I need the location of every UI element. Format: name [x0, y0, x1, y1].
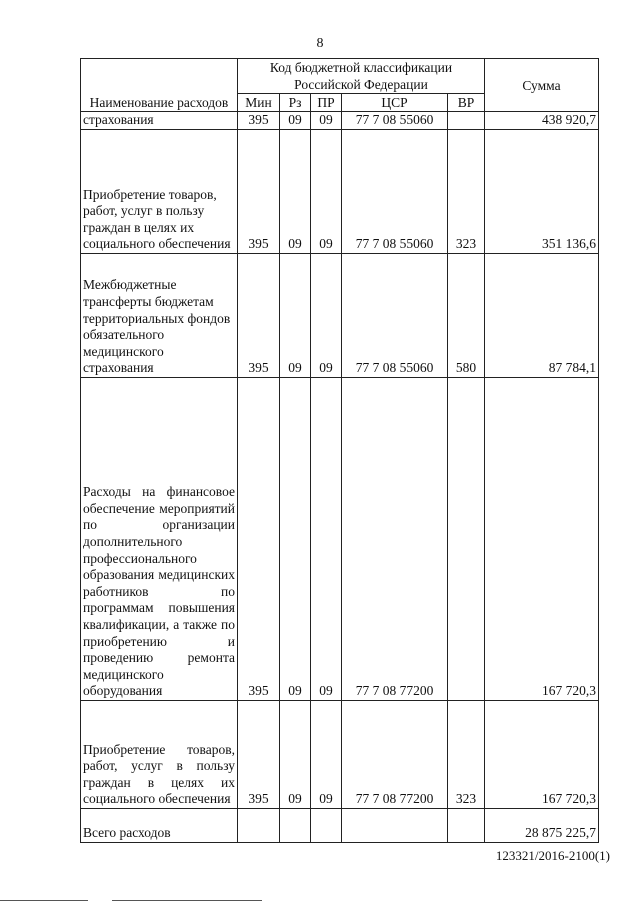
row-rz: 09: [280, 112, 311, 130]
row-rz: 09: [280, 378, 311, 701]
table-row: [81, 378, 599, 701]
table-row: [81, 701, 599, 809]
header-min: Мин: [238, 94, 280, 112]
row-csr: 77 7 08 55060: [342, 130, 448, 254]
header-pr: ПР: [311, 94, 342, 112]
row-name: Приобретение товаров, работ, услуг в пользу граждан в целях их социального обеспечения: [81, 701, 238, 809]
document-number: 123321/2016-2100(1): [495, 848, 610, 863]
total-min: [238, 809, 280, 843]
row-sum: 87 784,1: [485, 254, 599, 378]
row-min: 395: [238, 378, 280, 701]
header-vr: ВР: [448, 94, 485, 112]
row-name: Межбюджетные трансферты бюджетам территориальных фондов обязательного медицинского страхования: [81, 254, 238, 378]
row-csr: 77 7 08 77200: [342, 701, 448, 809]
row-rz: 09: [280, 130, 311, 254]
scan-artifact-line: [0, 900, 88, 901]
row-rz: 09: [280, 254, 311, 378]
row-vr: 323: [448, 130, 485, 254]
total-label: Всего расходов: [81, 809, 238, 843]
row-vr: [448, 112, 485, 130]
total-sum: 28 875 225,7: [485, 809, 599, 843]
total-vr: [448, 809, 485, 843]
row-pr: 09: [311, 130, 342, 254]
header-code-group: Код бюджетной классификации Российской Федерации: [238, 59, 485, 94]
row-pr: 09: [311, 112, 342, 130]
row-vr: 580: [448, 254, 485, 378]
header-name: Наименование расходов: [81, 59, 238, 112]
header-row-top: [81, 59, 599, 94]
header-sum: Сумма: [485, 59, 599, 112]
row-sum: 438 920,7: [485, 112, 599, 130]
budget-table: [80, 58, 599, 843]
table-row: [81, 254, 599, 378]
row-sum: 167 720,3: [485, 378, 599, 701]
row-csr: 77 7 08 77200: [342, 378, 448, 701]
row-min: 395: [238, 130, 280, 254]
row-vr: [448, 378, 485, 701]
row-csr: 77 7 08 55060: [342, 112, 448, 130]
table-row: [81, 130, 599, 254]
row-name: Приобретение товаров, работ, услуг в пользу граждан в целях их социального обеспечения: [81, 130, 238, 254]
row-rz: 09: [280, 701, 311, 809]
row-pr: 09: [311, 701, 342, 809]
table-row: [81, 112, 599, 130]
total-rz: [280, 809, 311, 843]
row-min: 395: [238, 254, 280, 378]
page-number: 8: [316, 36, 324, 51]
row-sum: 167 720,3: [485, 701, 599, 809]
total-csr: [342, 809, 448, 843]
row-pr: 09: [311, 378, 342, 701]
row-name: страхования: [81, 112, 238, 130]
row-pr: 09: [311, 254, 342, 378]
row-min: 395: [238, 112, 280, 130]
row-sum: 351 136,6: [485, 130, 599, 254]
total-row: [81, 809, 599, 843]
scan-artifact-line: [112, 900, 262, 901]
row-csr: 77 7 08 55060: [342, 254, 448, 378]
row-min: 395: [238, 701, 280, 809]
header-rz: Рз: [280, 94, 311, 112]
row-name: Расходы на финансовое обеспечение мероприятий по организации дополнительного профессионального образования медицинских работников по программам повышения квалификации, а также по приобретению и проведению ремонта медицинского оборудования: [81, 378, 238, 701]
header-csr: ЦСР: [342, 94, 448, 112]
total-pr: [311, 809, 342, 843]
row-vr: 323: [448, 701, 485, 809]
